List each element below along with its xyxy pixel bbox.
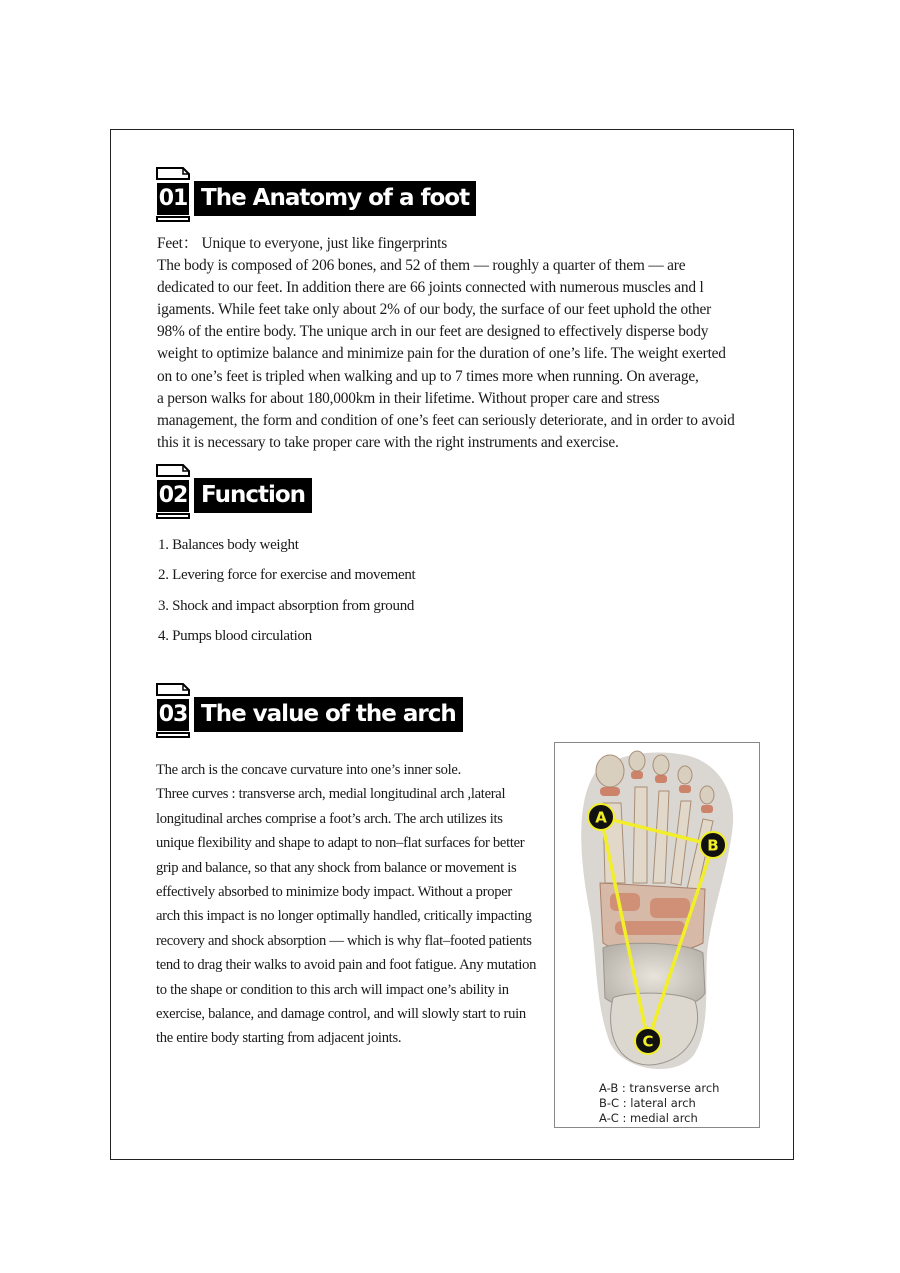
text-line: on to one’s feet is tripled when walking and up to 7 times more when running. On average, [157,367,699,385]
text-line: exercise, balance, and damage control, and will slowly start to ruin [156,1006,526,1023]
point-b-label: B [707,836,719,855]
text-line: 98% of the entire body. The unique arch in our feet are designed to effectively disperse body [157,323,709,341]
function-list [158,535,415,656]
text-line: The arch is the concave curvature into one’s inner sole. [156,762,461,778]
text-line: a person walks for about 180,000km in their lifetime. Without proper care and stress [157,389,660,407]
text-line: The body is composed of 206 bones, and 52 of them — roughly a quarter of them — are [157,257,686,275]
section-title: The value of the arch [194,697,463,732]
section-number: 02 [157,480,189,512]
text-line: unique flexibility and shape to adapt to non–flat surfaces for better [156,835,525,852]
point-a-marker [588,804,614,830]
text-line: grip and balance, so that any shock from balance or movement is [156,859,517,876]
text-line: this it is necessary to take proper care with the right instruments and exercise. [157,433,619,451]
anatomy-body [157,233,763,454]
anatomy-subtitle: Feet： Unique to everyone, just like fingerprints [157,235,448,252]
text-line: management, the form and condition of one’s feet can seriously deteriorate, and in order to avoid [157,411,735,429]
list-item: 4. Pumps blood circulation [158,627,312,644]
legend-item-lateral: B-C : lateral arch [599,1096,696,1110]
text-line: dedicated to our feet. In addition there are 66 joints connected with numerous muscles and l [157,279,704,297]
point-c-label: C [642,1032,654,1051]
legend-item-medial: A-C : medial arch [599,1111,698,1125]
section-title: The Anatomy of a foot [194,181,476,216]
text-line: recovery and shock absorption — which is why flat–footed patients [156,932,532,949]
list-item: 2. Levering force for exercise and movement [158,567,416,584]
point-b-marker [700,832,726,858]
arch-body [156,758,548,1051]
legend-item-transverse: A-B : transverse arch [599,1081,720,1095]
point-a-label: A [595,808,607,827]
figure-legend [599,1081,719,1126]
text-line: weight to optimize balance and minimize pain for the duration of one’s life. The weight exerted [157,345,726,363]
text-line: longitudinal arches comprise a foot’s arch. The arch utilizes its [156,810,503,827]
foot-skeleton-illustration [555,743,759,1079]
text-line: effectively absorbed to minimize body impact. Without a proper [156,884,512,901]
text-line: tend to drag their walks to avoid pain and foot fatigue. Any mutation [156,957,537,974]
text-line: arch this impact is no longer optimally handled, critically impacting [156,908,532,925]
section-number: 01 [157,183,189,215]
foot-arch-figure [554,742,760,1128]
text-line: Three curves : transverse arch, medial longitudinal arch ,lateral [156,786,506,803]
text-line: to the shape or condition to this arch will impact one’s ability in [156,981,509,998]
section-title: Function [194,478,312,513]
text-line: igaments. While feet take only about 2% of our body, the surface of our feet uphold the other [157,301,712,319]
list-item: 1. Balances body weight [158,537,299,553]
text-line: the entire body starting from adjacent joints. [156,1030,402,1047]
list-item: 3. Shock and impact absorption from ground [158,597,415,614]
section-number: 03 [157,699,189,731]
point-c-marker [635,1028,661,1054]
